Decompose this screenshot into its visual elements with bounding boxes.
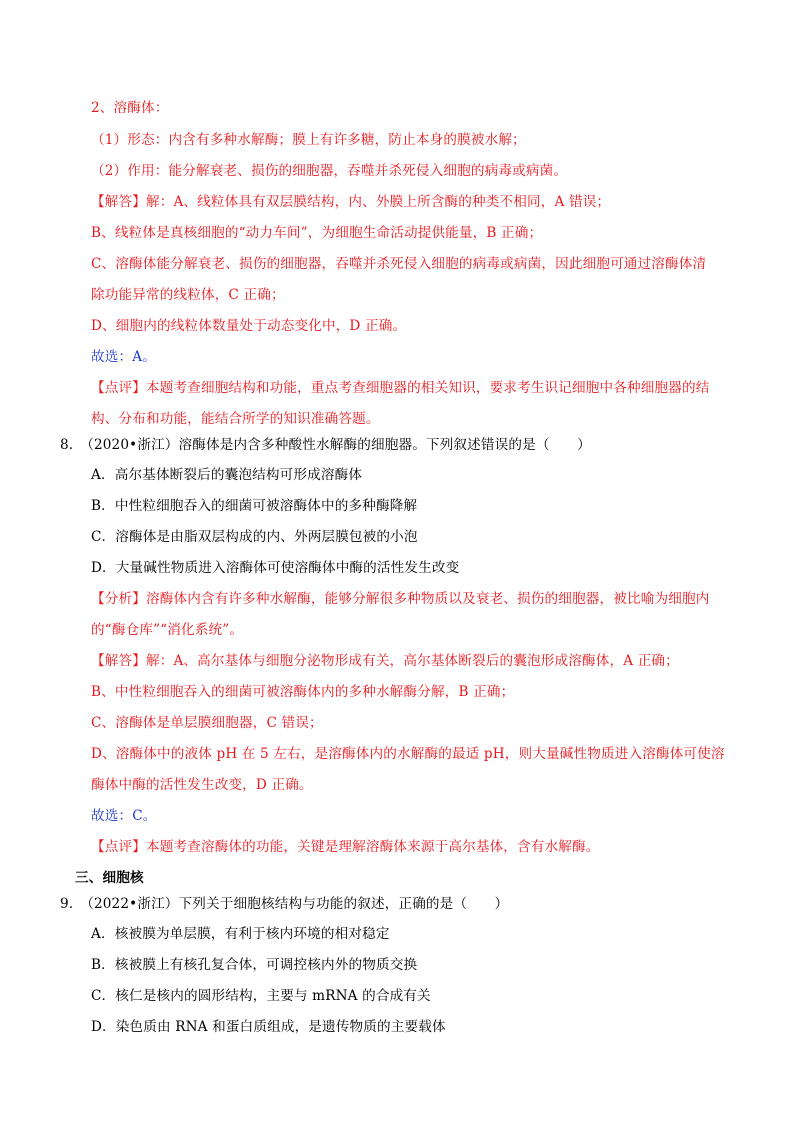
option-d: D．大量碱性物质进入溶酶体可使溶酶体中酶的活性发生改变 (91, 560, 460, 576)
answer-line: D、细胞内的线粒体数量处于动态变化中，D 正确。 (91, 318, 407, 334)
answer-line: 【解答】解：A、高尔基体与细胞分泌物形成有关，高尔基体断裂后的囊泡形成溶酶体，A 正确； (91, 653, 679, 669)
comment-line: 构、分布和功能，能结合所学的知识准确答题。 (91, 411, 380, 427)
text-line: （1）形态：内含有多种水解酶；膜上有许多糖，防止本身的膜被水解； (91, 132, 526, 148)
answer-line: B、线粒体是真核细胞的“动力车间”，为细胞生命活动提供能量，B 正确； (91, 225, 543, 241)
comment-line: 【点评】本题考查细胞结构和功能，重点考查细胞器的相关知识，要求考生识记细胞中各种细胞器的结 (91, 380, 710, 396)
comment-line: 【点评】本题考查溶酶体的功能，关键是理解溶酶体来源于高尔基体，含有水解酶。 (91, 839, 600, 855)
analysis-line: 【分析】溶酶体内含有许多种水解酶，能够分解很多种物质以及衰老、损伤的细胞器，被比喻为细胞内 (91, 591, 710, 607)
option-b: B．核被膜上有核孔复合体，可调控核内外的物质交换 (91, 957, 418, 973)
option-d: D．染色质由 RNA 和蛋白质组成，是遗传物质的主要载体 (91, 1019, 446, 1035)
option-a: A．核被膜为单层膜，有利于核内环境的相对稳定 (91, 926, 390, 942)
text-line: 2、溶酶体： (91, 100, 169, 116)
answer-line: 除功能异常的线粒体，C 正确； (91, 287, 285, 303)
option-c: C．溶酶体是由脂双层构成的内、外两层膜包被的小泡 (91, 529, 418, 545)
analysis-line: 的“酶仓库”“消化系统”。 (91, 622, 244, 638)
option-b: B．中性粒细胞吞入的细菌可被溶酶体中的多种酶降解 (91, 498, 418, 514)
answer-line: B、中性粒细胞吞入的细菌可被溶酶体内的多种水解酶分解，B 正确； (91, 684, 515, 700)
choice-line: 故选：C。 (91, 808, 157, 824)
answer-line: D、溶酶体中的液体 pH 在 5 左右，是溶酶体内的水解酶的最适 pH，则大量碱性物质进入溶酶体可使溶 (91, 746, 725, 762)
question-9-stem: 9. （2022•浙江）下列关于细胞核结构与功能的叙述，正确的是（ ） (60, 896, 509, 912)
option-c: C．核仁是核内的圆形结构，主要与 mRNA 的合成有关 (91, 988, 431, 1004)
answer-line: C、溶酶体是单层膜细胞器，C 错误； (91, 715, 323, 731)
question-8-stem: 8. （2020•浙江）溶酶体是内含多种酸性水解酶的细胞器。下列叙述错误的是（ ） (60, 437, 591, 453)
choice-line: 故选：A。 (91, 349, 156, 365)
section-heading: 三、细胞核 (75, 870, 144, 886)
option-a: A．高尔基体断裂后的囊泡结构可形成溶酶体 (91, 467, 363, 483)
text-line: （2）作用：能分解衰老、损伤的细胞器，吞噬并杀死侵入细胞的病毒或病菌。 (91, 163, 568, 179)
answer-line: 酶体中酶的活性发生改变，D 正确。 (91, 777, 313, 793)
answer-line: 【解答】解：A、线粒体具有双层膜结构，内、外膜上所含酶的种类不相同，A 错误； (91, 194, 611, 210)
answer-line: C、溶酶体能分解衰老、损伤的细胞器，吞噬并杀死侵入细胞的病毒或病菌，因此细胞可通过溶酶体清 (91, 256, 707, 272)
